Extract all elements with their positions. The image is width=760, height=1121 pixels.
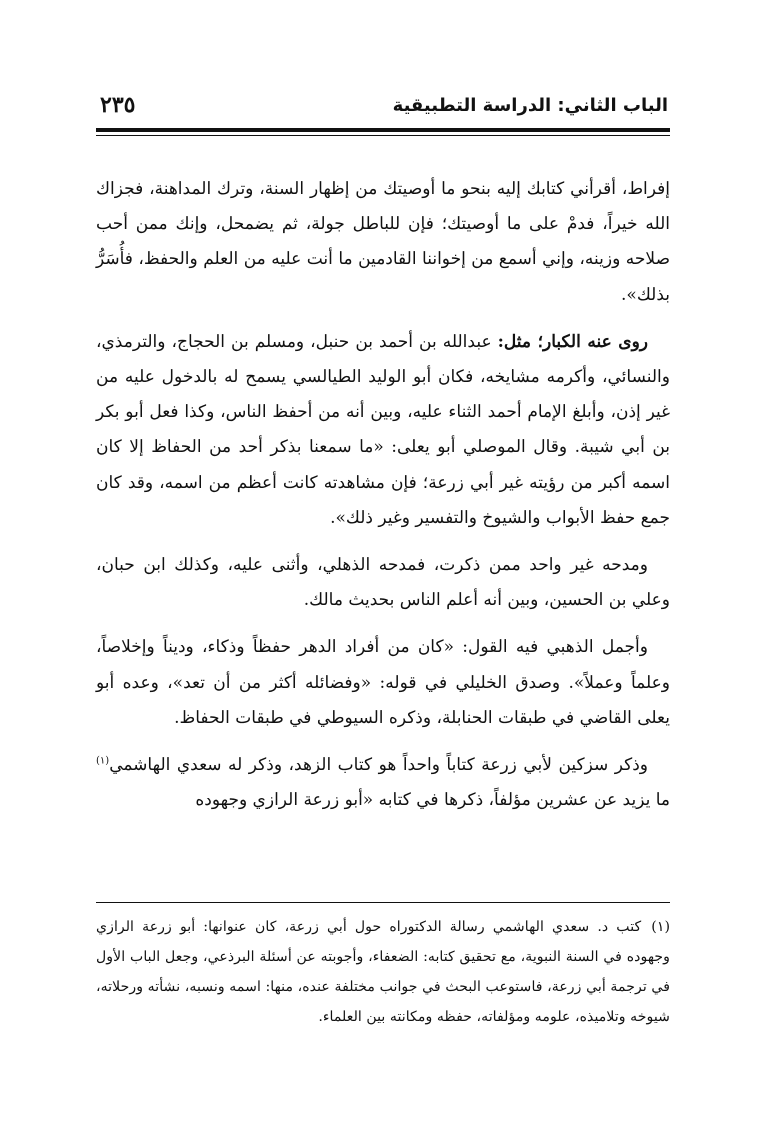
footnote-number: (١) [651,919,670,935]
page-header [100,88,668,122]
paragraph-2 [96,325,670,536]
running-head: الباب الثاني: الدراسة التطبيقية [392,94,668,116]
footnote [96,912,670,1032]
footnote-text: كتب د. سعدي الهاشمي رسالة الدكتوراه حول أبي زرعة، كان عنوانها: أبو زرعة الرازي وجهوده في السنة النبوية، مع تحقيق كتابه: الضعفاء، وأجوبته عن أسئلة البرذعي، وجعل الباب الأول في ترجمة أبي زرعة، فاستوعب البحث في جوانب مختلفة عنده، منها: اسمه ونسبه، نشأته ورحلاته، شيوخه وتلاميذه، علومه ومؤلفاته، حفظه ومكانته بين العلماء. [96,919,670,1025]
paragraph-5 [96,748,670,818]
paragraph-4: وأجمل الذهبي فيه القول: «كان من أفراد الدهر حفظاً وذكاء، وديناً وإخلاصاً، وعلماً وعملاً». وصدق الخليلي في قوله: «وفضائله أكثر من أن تعد»، وعده أبو يعلى القاضي في طبقات الحنابلة، وذكره السيوطي في طبقات الحفاظ. [96,637,670,728]
header-rule-thin [96,135,670,136]
header-rule-thick [96,128,670,132]
main-text [96,172,670,830]
page-number: ٢٣٥ [100,92,136,118]
paragraph-2-text: عبدالله بن أحمد بن حنبل، ومسلم بن الحجاج، والترمذي، والنسائي، وأكرمه مشايخه، فكان أبو الوليد الطيالسي يسمح له بالدخول عليه من غير إذن، وأبلغ الإمام أحمد الثناء عليه، وبين أنه من أحفظ الناس، وكذا فعل أبو بكر بن أبي شيبة. وقال الموصلي أبو يعلى: «ما سمعنا بذكر أحد من الحفاظ إلا كان اسمه أكبر من رؤيته غير أبي زرعة؛ فإن مشاهدته كانت أعظم من اسمه، وقد كان جمع حفظ الأبواب والشيوخ والتفسير وغير ذلك». [96,331,670,528]
paragraph-1: إفراط، أقرأني كتابك إليه بنحو ما أوصيتك من إظهار السنة، وترك المداهنة، فجزاك الله خيراً، فدمْ على ما أوصيتك؛ فإن للباطل جولة، ثم يضمحل، وإنك ممن أحب صلاحه وزينه، وإني أسمع من إخواننا القادمين ما أنت عليه من العلم والحفظ، فأُسَرُّ بذلك». [96,179,670,305]
footnote-divider [96,902,670,903]
paragraph-3: ومدحه غير واحد ممن ذكرت، فمدحه الذهلي، وأثنى عليه، وكذلك ابن حبان، وعلي بن الحسين، وبين أنه أعلم الناس بحديث مالك. [96,555,670,611]
footnote-reference[interactable]: (١) [96,755,110,767]
paragraph-2-lead: روى عنه الكبار؛ مثل: [497,331,648,352]
paragraph-5-text-b: ما يزيد عن عشرين مؤلفاً، ذكرها في كتابه «أبو زرعة الرازي وجهوده [195,790,670,811]
paragraph-5-text-a: وذكر سزكين لأبي زرعة كتاباً واحداً هو كتاب الزهد، وذكر له سعدي الهاشمي [109,755,648,776]
